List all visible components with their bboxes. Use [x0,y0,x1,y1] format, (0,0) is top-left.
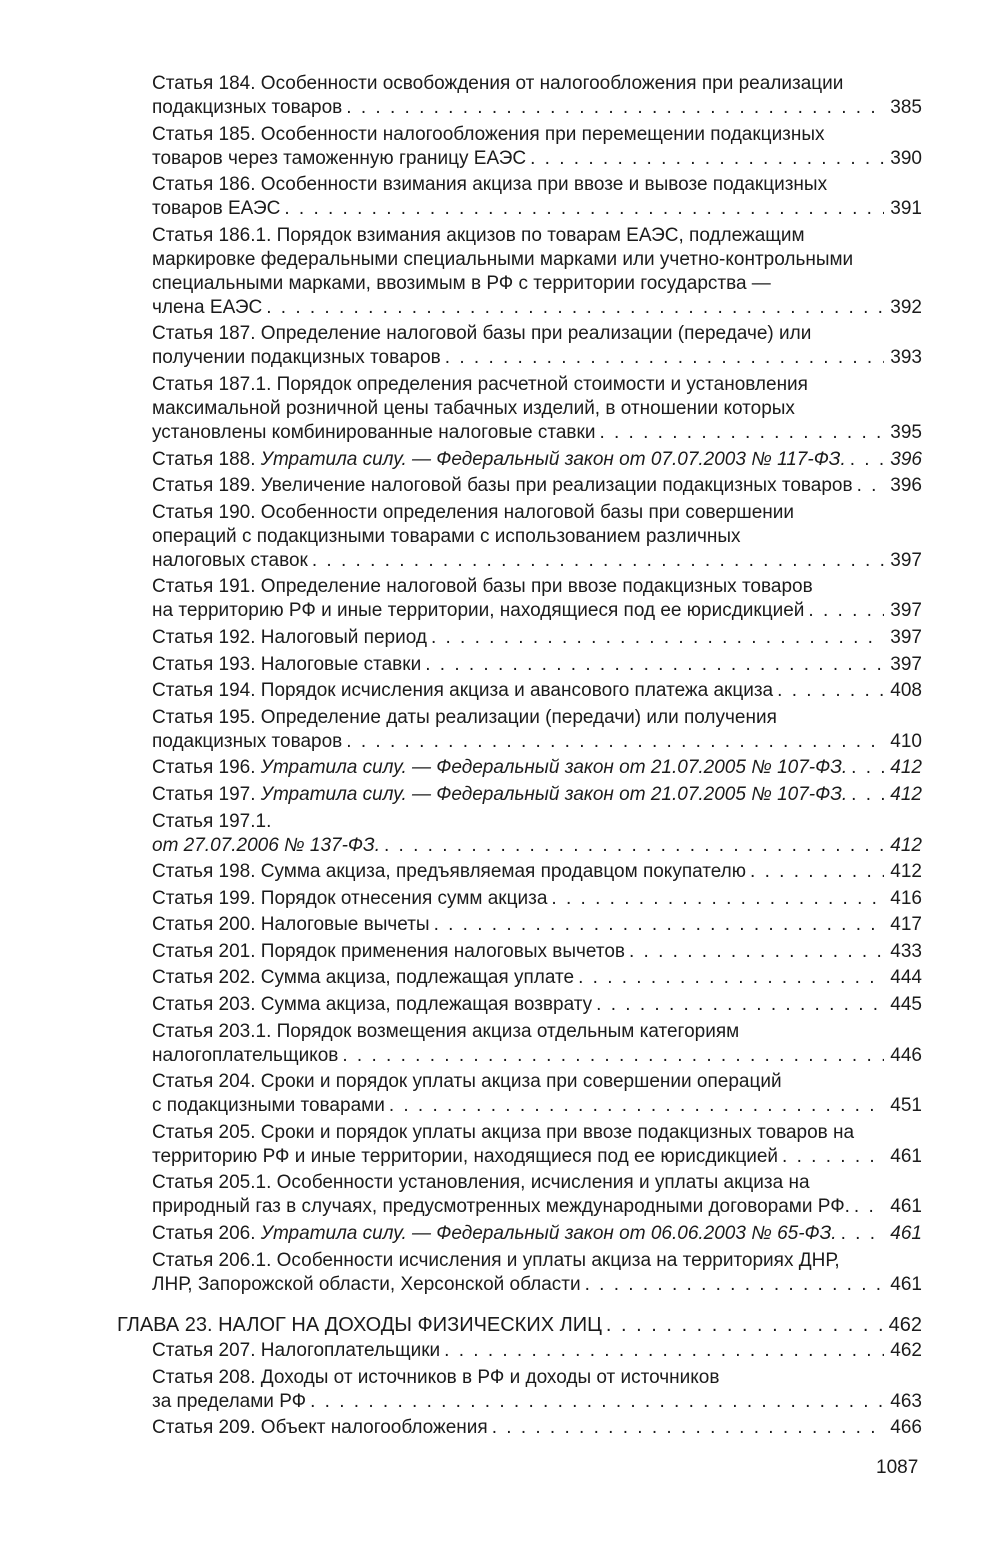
dot-leader [851,756,884,780]
page-ref: 461 [890,1273,922,1295]
entry-line: Статья 205.1. Особенности установления, исчисления и уплаты акциза на [152,1172,810,1194]
page-ref: 393 [890,347,922,369]
page-ref: 461 [890,1223,922,1245]
page-ref: 395 [890,421,922,443]
page-ref: 396 [890,475,922,497]
toc-entry [152,993,922,1017]
entry-line: Статья 184. Особенности освобождения от налогообложения при реализации [152,73,844,94]
dot-leader [312,549,884,573]
entry-line: Статья 191. Определение налоговой базы при ввозе подакцизных товаров [152,576,813,598]
entry-line: Статья 204. Сроки и порядок уплаты акциза при совершении операций [152,1071,782,1093]
entry-line: Статья 202. Сумма акциза, подлежащая уплате [152,967,575,989]
toc-entry [152,860,922,884]
entry-line: Статья 194. Порядок исчисления акциза и авансового платежа акциза [152,680,774,702]
page-ref: 462 [890,1340,922,1362]
page-ref: 461 [890,1145,922,1167]
entry-last-line [152,147,922,171]
table-of-contents [0,72,1000,1443]
entry-line: Статья 186. Особенности взимания акциза при ввозе и вывозе подакцизных [152,174,828,196]
entry-line: с подакцизными товарами [152,1095,385,1117]
entry-line: ГЛАВА 23. НАЛОГ НА ДОХОДЫ ФИЗИЧЕСКИХ ЛИЦ [117,1313,602,1336]
page-ref: 412 [890,861,922,883]
entry-line: получении подакцизных товаров [152,347,441,369]
entry-line: Статья 185. Особенности налогообложения при перемещении подакцизных [152,123,825,145]
page-ref: 397 [890,653,922,675]
dot-leader [389,1094,884,1118]
entry-last-line [152,1222,922,1246]
entry-line: Статья 209. Объект налогообложения [152,1417,488,1439]
page-ref: 392 [890,296,922,318]
page-ref: 417 [890,914,922,936]
entry-last-line [152,421,922,445]
entry-line: Статья 196. [152,757,256,779]
entry-line: товаров через таможенную границу ЕАЭС [152,147,527,169]
toc-entry [152,1171,922,1219]
entry-last-line [152,197,922,221]
entry-line: подакцизных товаров [152,97,343,118]
entry-last-line [152,474,922,498]
entry-last-line [152,860,922,884]
dot-leader [596,993,884,1017]
page-ref: 390 [890,147,922,169]
entry-line: Статья 192. Налоговый период [152,626,427,648]
dot-leader [585,1273,884,1297]
toc-entry [152,575,922,623]
page-number: 1087 [876,1457,919,1478]
toc-entry [152,173,922,221]
toc-entry [152,887,922,911]
toc-entry [152,966,922,990]
entry-line: за пределами РФ [152,1390,307,1412]
page-ref: 391 [890,198,922,220]
toc-entry [152,913,922,937]
entry-last-line [152,756,922,780]
entry-line: Статья 206. [152,1223,256,1245]
entry-last-line [152,783,922,807]
dot-leader [346,96,884,120]
entry-line: Статья 201. Порядок применения налоговых вычетов [152,940,625,962]
entry-italic-text: Утратила силу. — Федеральный закон от 06.06.2003 № 65-ФЗ. [260,1223,837,1245]
toc-entry [152,322,922,370]
dot-leader [284,197,884,221]
entry-line: Статья 208. Доходы от источников в РФ и доходы от источников [152,1366,720,1388]
toc-entry [152,940,922,964]
dot-leader [492,1416,884,1440]
entry-last-line [152,940,922,964]
toc-entry [152,72,922,120]
dot-leader [266,296,884,320]
entry-last-line [152,887,922,911]
toc-entry [152,1222,922,1246]
toc-entry [152,1366,922,1414]
entry-line: Статья 206.1. Особенности исчисления и уплаты акциза на территориях ДНР, [152,1249,840,1271]
entry-last-line [152,346,922,370]
entry-line: Статья 200. Налоговые вычеты [152,914,430,936]
entry-line: Статья 187. Определение налоговой базы при реализации (передаче) или [152,323,812,345]
toc-entry [152,501,922,573]
dot-leader [551,887,884,911]
entry-last-line [152,1195,922,1219]
entry-line: установлены комбинированные налоговые ставки [152,421,596,443]
page-ref: 416 [890,887,922,909]
entry-line: налогоплательщиков [152,1044,339,1066]
toc-entry [152,1070,922,1118]
entry-last-line [152,913,922,937]
entry-last-line [152,549,922,573]
dot-leader [850,448,884,472]
entry-last-line [152,1044,922,1068]
toc-entry [152,679,922,703]
dot-leader [346,730,884,754]
entry-line: Статья 198. Сумма акциза, предъявляемая продавцом покупателю [152,861,747,883]
toc-entry [152,474,922,498]
entry-line: Статья 203.1. Порядок возмещения акциза отдельным категориям [152,1020,740,1042]
dot-leader [851,783,884,807]
dot-leader [434,913,884,937]
page-ref: 412 [890,757,922,779]
toc-entry [152,1416,922,1440]
dot-leader [431,626,884,650]
page-ref: 410 [890,730,922,752]
page-ref: 451 [890,1095,922,1117]
dot-leader [841,1222,884,1246]
dot-leader [750,860,884,884]
entry-last-line [152,1094,922,1118]
entry-line: территорию РФ и иные территории, находящиеся под ее юрисдикцией [152,1145,779,1167]
entry-line: Статья 203. Сумма акциза, подлежащая возврату [152,994,593,1016]
entry-line: маркировке федеральными специальными марками или учетно-контрольными [152,248,854,270]
entry-line: ЛНР, Запорожской области, Херсонской области [152,1273,581,1295]
dot-leader [342,1044,884,1068]
entry-line: Статья 188. [152,448,256,470]
entry-line: природный газ в случаях, предусмотренных международными договорами РФ. [152,1196,850,1218]
entry-last-line [152,1390,922,1414]
toc-entry [152,756,922,780]
entry-line: на территорию РФ и иные территории, находящиеся под ее юрисдикцией [152,600,805,622]
page-ref: 385 [890,97,922,118]
entry-last-line [152,96,922,120]
page-ref: 433 [890,940,922,962]
entry-line: Статья 189. Увеличение налоговой базы при реализации подакцизных товаров [152,475,853,497]
entry-line: Статья 186.1. Порядок взимания акцизов по товарам ЕАЭС, подлежащим [152,224,805,246]
toc-entry [152,448,922,472]
entry-last-line [152,1145,922,1169]
entry-line: Статья 205. Сроки и порядок уплаты акциза при ввозе подакцизных товаров на [152,1121,855,1143]
entry-last-line [152,599,922,623]
entry-last-line [152,834,922,858]
page-ref: 408 [890,680,922,702]
entry-line: Статья 187.1. Порядок определения расчетной стоимости и установления [152,373,808,395]
dot-leader [808,599,884,623]
toc-entry [152,626,922,650]
dot-leader [384,834,884,858]
toc-entry [152,1339,922,1363]
page-ref: 446 [890,1044,922,1066]
dot-leader [445,346,884,370]
dot-leader [425,653,884,677]
entry-last-line [152,1416,922,1440]
entry-line: максимальной розничной цены табачных изделий, в отношении которых [152,397,795,419]
entry-line: товаров ЕАЭС [152,198,281,220]
entry-line: Статья 207. Налогоплательщики [152,1340,441,1362]
toc-entry [152,783,922,807]
dot-leader [777,679,884,703]
entry-line: Статья 190. Особенности определения налоговой базы при совершении [152,501,795,523]
entry-last-line [152,993,922,1017]
entry-last-line [152,653,922,677]
entry-line: подакцизных товаров [152,730,343,752]
entry-last-line [152,966,922,990]
toc-entry [152,123,922,171]
dot-leader [854,1195,884,1219]
entry-line: Статья 197. [152,783,256,805]
page-ref: 397 [890,600,922,622]
entry-last-line [152,679,922,703]
entry-line: операций с подакцизными товарами с использованием различных [152,525,741,547]
dot-leader [444,1339,884,1363]
page-ref: 412 [890,783,922,805]
entry-last-line [152,1273,922,1297]
entry-last-line [152,448,922,472]
page-ref: 462 [888,1313,922,1336]
entry-line: члена ЕАЭС [152,296,263,318]
dot-leader [606,1313,884,1337]
dot-leader [310,1390,884,1414]
entry-line: Статья 195. Определение даты реализации (передачи) или получения [152,706,777,728]
entry-line: Статья 199. Порядок отнесения сумм акциза [152,887,548,909]
dot-leader [530,147,884,171]
page-ref: 397 [890,549,922,571]
entry-last-line [152,626,922,650]
toc-entry [152,706,922,754]
page-ref: 461 [890,1196,922,1218]
page-ref: 463 [890,1390,922,1412]
entry-line: Статья 197.1. [152,810,272,832]
entry-last-line [152,296,922,320]
toc-entry [152,1249,922,1297]
entry-last-line [152,730,922,754]
entry-italic-text: Утратила силу. — Федеральный закон от 21.07.2005 № 107-ФЗ. [260,757,848,779]
toc-entry [152,224,922,320]
entry-last-line [117,1313,922,1337]
toc-entry [152,810,922,858]
page-ref: 444 [890,967,922,989]
dot-leader [578,966,884,990]
dot-leader [782,1145,884,1169]
entry-italic-text: Утратила силу. — Федеральный закон от 21.07.2005 № 107-ФЗ. [260,783,848,805]
dot-leader [629,940,884,964]
entry-line: Статья 193. Налоговые ставки [152,653,422,675]
dot-leader [857,474,884,498]
entry-italic-text: от 27.07.2006 № 137-ФЗ. [152,834,380,856]
chapter-heading [117,1313,922,1337]
entry-line: специальными марками, ввозимым в РФ с территории государства — [152,272,771,294]
toc-entry [152,653,922,677]
page-ref: 445 [890,994,922,1016]
page-ref: 412 [890,834,922,856]
page-ref: 466 [890,1417,922,1439]
entry-last-line [152,1339,922,1363]
toc-entry [152,1121,922,1169]
entry-italic-text: Утратила силу. — Федеральный закон от 07.07.2003 № 117-ФЗ. [260,448,846,470]
page-ref: 396 [890,448,922,470]
entry-line: налоговых ставок [152,549,308,571]
page-ref: 397 [890,626,922,648]
toc-entry [152,373,922,445]
toc-entry [152,1020,922,1068]
dot-leader [599,421,884,445]
